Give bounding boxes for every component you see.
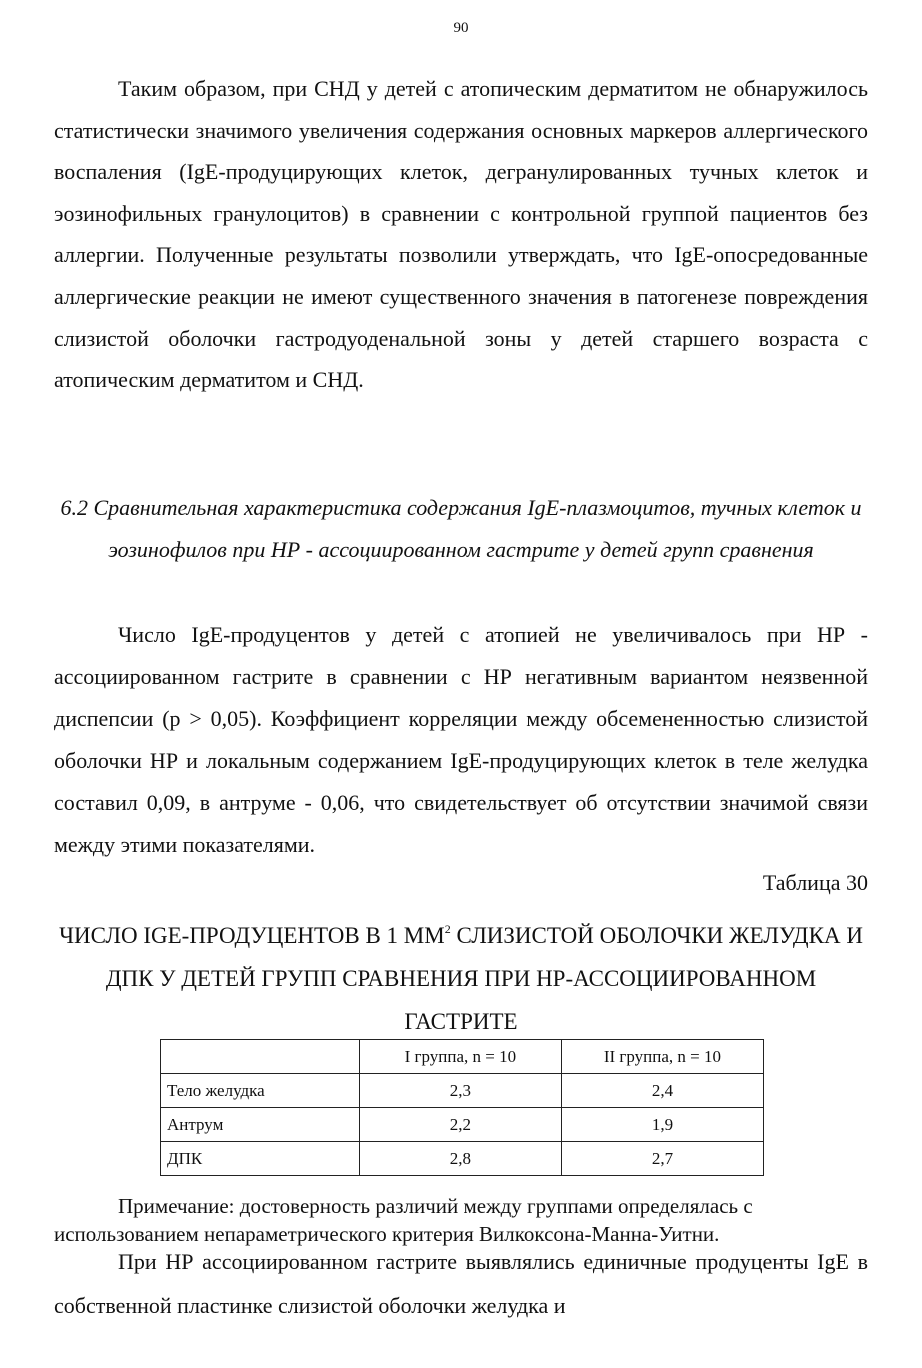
table-title [54, 908, 868, 1043]
paragraph-continuation [54, 1240, 868, 1328]
table-row [161, 1074, 764, 1108]
paragraph-text: При НР ассоциированном гастрите выявлялись единичные продуценты IgE в собственной пластинке слизистой оболочки желудка и [54, 1249, 868, 1318]
group1-value: 2,2 [359, 1108, 561, 1142]
header-group1: I группа, n = 10 [359, 1040, 561, 1074]
row-name: Антрум [161, 1108, 360, 1142]
note-text: Примечание: достоверность различий между группами определялась с использованием непараметрического критерия Вилкоксона-Манна-Уитни. [54, 1194, 753, 1246]
group1-value: 2,3 [359, 1074, 561, 1108]
row-name: Тело желудка [161, 1074, 360, 1108]
paragraph-conclusion [54, 68, 868, 401]
section-heading: 6.2 Сравнительная характеристика содержания IgE-плазмоцитов, тучных клеток и эозинофилов при НР - ассоциированном гастрите у детей групп сравнения [60, 495, 862, 562]
group2-value: 1,9 [561, 1108, 763, 1142]
table-row [161, 1108, 764, 1142]
page-number: 90 [453, 20, 469, 36]
paragraph-text: Таким образом, при СНД у детей с атопическим дерматитом не обнаружилось статистически значимого увеличения содержания основных маркеров аллергического воспаления (IgE-продуцирующих клеток, дегранулированных тучных клеток и эозинофильных гранулоцитов) в сравнении с контрольной группой пациентов без аллергии. Полученные результаты позволили утверждать, что IgE-опосредованные аллергические реакции не имеют существенного значения в патогенезе повреждения слизистой оболочки гастродуоденальной зоны у детей старшего возраста с атопическим дерматитом и СНД. [54, 76, 868, 393]
table-title-superscript: 2 [444, 922, 451, 936]
table-row [161, 1142, 764, 1176]
table-label: Таблица 30 [762, 870, 868, 895]
paragraph-text: Число IgE-продуцентов у детей с атопией не увеличивалось при НР - ассоциированном гастрите в сравнении с НР негативным вариантом неязвенной диспепсии (p > 0,05). Коэффициент корреляции между обсемененностью слизистой оболочки НР и локальным содержанием IgE-продуцирующих клеток в теле желудка составил 0,09, в антруме - 0,06, что свидетельствует об отсутствии значимой связи между этими показателями. [54, 622, 868, 857]
table-header-row [161, 1040, 764, 1074]
paragraph-results [54, 614, 868, 866]
group2-value: 2,7 [561, 1142, 763, 1176]
table-title-part2: СЛИЗИСТОЙ ОБОЛОЧКИ ЖЕЛУДКА И ДПК У ДЕТЕЙ ГРУПП СРАВНЕНИЯ ПРИ НР-АССОЦИИРОВАННОМ ГАСТРИТЕ [105, 923, 863, 1034]
header-empty [161, 1040, 360, 1074]
group1-value: 2,8 [359, 1142, 561, 1176]
row-name: ДПК [161, 1142, 360, 1176]
group2-value: 2,4 [561, 1074, 763, 1108]
table-title-part1: ЧИСЛО IGE-ПРОДУЦЕНТОВ В 1 ММ [59, 923, 445, 948]
data-table [160, 1039, 764, 1176]
header-group2: II группа, n = 10 [561, 1040, 763, 1074]
